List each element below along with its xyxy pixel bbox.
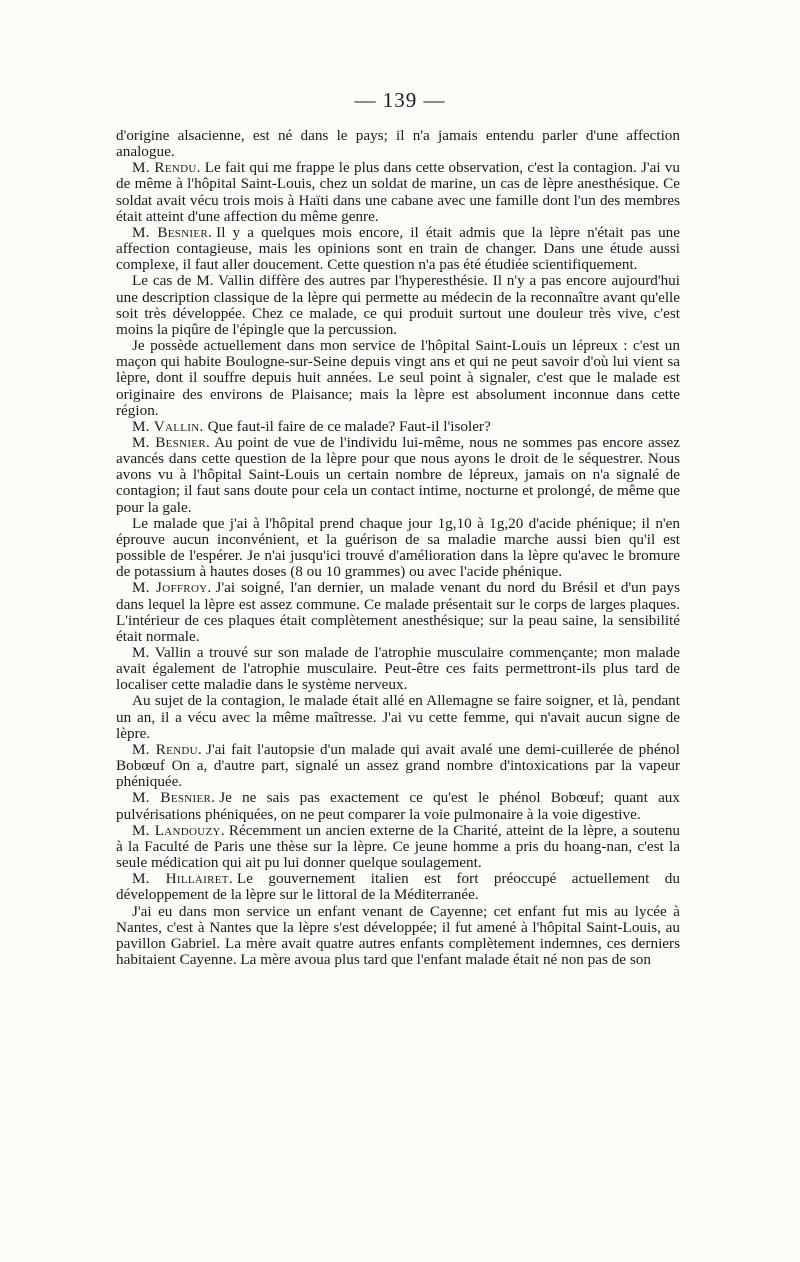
paragraph-text: Le gouvernement italien est fort préoccupé actuellement du développement de la lèpre sur le littoral de la Méditerranée. <box>116 870 680 904</box>
paragraph <box>116 273 680 338</box>
paragraph-text: Au point de vue de l'individu lui-même, nous ne sommes pas encore assez avancés dans cette question de la lèpre pour que nous ayons le droit de le séquestrer. Nous avons vu à l'hôpital Saint-Louis un certain nombre de lépreux, jamais on n'a signalé de contagion; il faut sans doute pour cela un contact intime, nocturne et prolongé, de même que pour la gale. <box>116 433 680 516</box>
paragraph <box>116 435 680 516</box>
speaker-name: M. Joffroy. <box>132 579 212 597</box>
paragraph-text: Je possède actuellement dans mon service de l'hôpital Saint-Louis un lépreux : c'est un maçon qui habite Boulogne-sur-Seine depuis vingt ans et qui ne peut savoir d'où lui vient sa lèpre, dont il souffre depuis huit années. Le seul point à signaler, c'est que le malade est originaire des environs de Plaisance; mais la lèpre est absolument inconnue dans cette région. <box>116 337 680 419</box>
paragraph <box>116 580 680 645</box>
paragraph <box>116 823 680 871</box>
paragraph-text: J'ai eu dans mon service un enfant venant de Cayenne; cet enfant fut mis au lycée à Nantes, c'est à Nantes que la lèpre s'est développée; il fut amené à l'hôpital Saint-Louis, au pavillon Gabriel. La mère avait quatre autres enfants complètement indemnes, ces derniers habitaient Cayenne. La mère avoua plus tard que l'enfant malade était né non pas de son <box>116 902 680 968</box>
paragraph <box>116 693 680 741</box>
speaker-name: M. Landouzy. <box>132 821 225 839</box>
speaker-name: M. Besnier. <box>132 789 216 807</box>
paragraph-text: Il y a quelques mois encore, il était admis que la lèpre n'était pas une affection contagieuse, mais les opinions sont en train de changer. Dans une étude aussi complexe, il faut aller doucement. Cette question n'a pas été étudiée scientifiquement. <box>116 223 680 274</box>
paragraph <box>116 904 680 969</box>
paragraph <box>116 225 680 273</box>
paragraph <box>116 790 680 822</box>
paragraph <box>116 338 680 419</box>
paragraph-text: d'origine alsacienne, est né dans le pays; il n'a jamais entendu parler d'une affection analogue. <box>116 127 680 161</box>
paragraph <box>116 871 680 903</box>
paragraph-text: Le cas de M. Vallin diffère des autres par l'hyperesthésie. Il n'y a pas encore aujourd'hui une description classique de la lèpre qui permette au médecin de la reconnaître avant qu'elle soit très développée. Chez ce malade, ce qui produit surtout une douleur très vive, c'est moins la piqûre de l'épingle que la percussion. <box>116 272 680 338</box>
paragraph <box>116 742 680 790</box>
paragraph <box>116 128 680 160</box>
paragraph-text: J'ai fait l'autopsie d'un malade qui avait avalé une demi-cuillerée de phénol Bobœuf On a, d'autre part, signalé un assez grand nombre d'intoxications par la vapeur phéniquée. <box>116 740 680 791</box>
speaker-name: M. Vallin. <box>132 417 204 435</box>
speaker-name: M. Besnier. <box>132 223 213 241</box>
page-number: — 139 — <box>354 88 446 112</box>
paragraph <box>116 419 680 435</box>
paragraph-text: Que faut-il faire de ce malade? Faut-il l'isoler? <box>207 417 491 435</box>
paragraph-text: M. Vallin a trouvé sur son malade de l'atrophie musculaire commençante; mon malade avait également de l'atrophie musculaire. Peut-être ces faits permettront-ils plus tard de localiser cette maladie dans le système nerveux. <box>116 644 680 694</box>
paragraph-text: Le fait qui me frappe le plus dans cette observation, c'est la contagion. J'ai vu de même à l'hôpital Saint-Louis, chez un soldat de marine, un cas de lèpre anesthésique. Ce soldat avait vécu trois mois à Haïti dans une cabane avec une famille dont l'un des membres était atteint d'une affection du même genre. <box>116 159 680 225</box>
paragraph-text: Je ne sais pas exactement ce qu'est le phénol Bobœuf; quant aux pulvérisations phéniquées, on ne peut comparer la voie pulmonaire à la voie digestive. <box>116 789 680 823</box>
paragraph <box>116 645 680 693</box>
paragraph-text: Le malade que j'ai à l'hôpital prend chaque jour 1g,10 à 1g,20 d'acide phénique; il n'en éprouve aucun inconvénient, et la guérison de sa maladie marche aussi bien qu'il est possible de l'espérer. Je n'ai jusqu'ici trouvé d'amélioration dans la lèpre qu'avec le bromure de potassium à hautes doses (8 ou 10 grammes) ou avec l'acide phénique. <box>116 514 680 581</box>
paragraph-text: J'ai soigné, l'an dernier, un malade venant du nord du Brésil et d'un pays dans lequel la lèpre est assez commune. Ce malade présentait sur le corps de larges plaques. L'intérieur de ces plaques était complètement anesthésique; sur la peau saine, la sensibilité était normale. <box>116 579 680 645</box>
speaker-name: M. Rendu. <box>132 159 201 177</box>
paragraph <box>116 516 680 581</box>
speaker-name: M. Besnier. <box>132 433 211 451</box>
paragraph-text: Au sujet de la contagion, le malade était allé en Allemagne se faire soigner, et là, pendant un an, il a vécu avec la même maîtresse. J'ai vu cette femme, qui n'avait aucun signe de lèpre. <box>116 692 680 742</box>
paragraph-text: Récemment un ancien externe de la Charité, atteint de la lèpre, a soutenu à la Faculté de Paris une thèse sur la lèpre. Ce jeune homme a pris du hoang-nan, c'est la seule médication qui ait pu lui donner quelque soulagement. <box>116 821 681 872</box>
body-text <box>116 128 680 968</box>
speaker-name: M. Rendu. <box>132 740 203 758</box>
speaker-name: M. Hillairet. <box>132 870 233 888</box>
paragraph <box>116 160 680 225</box>
